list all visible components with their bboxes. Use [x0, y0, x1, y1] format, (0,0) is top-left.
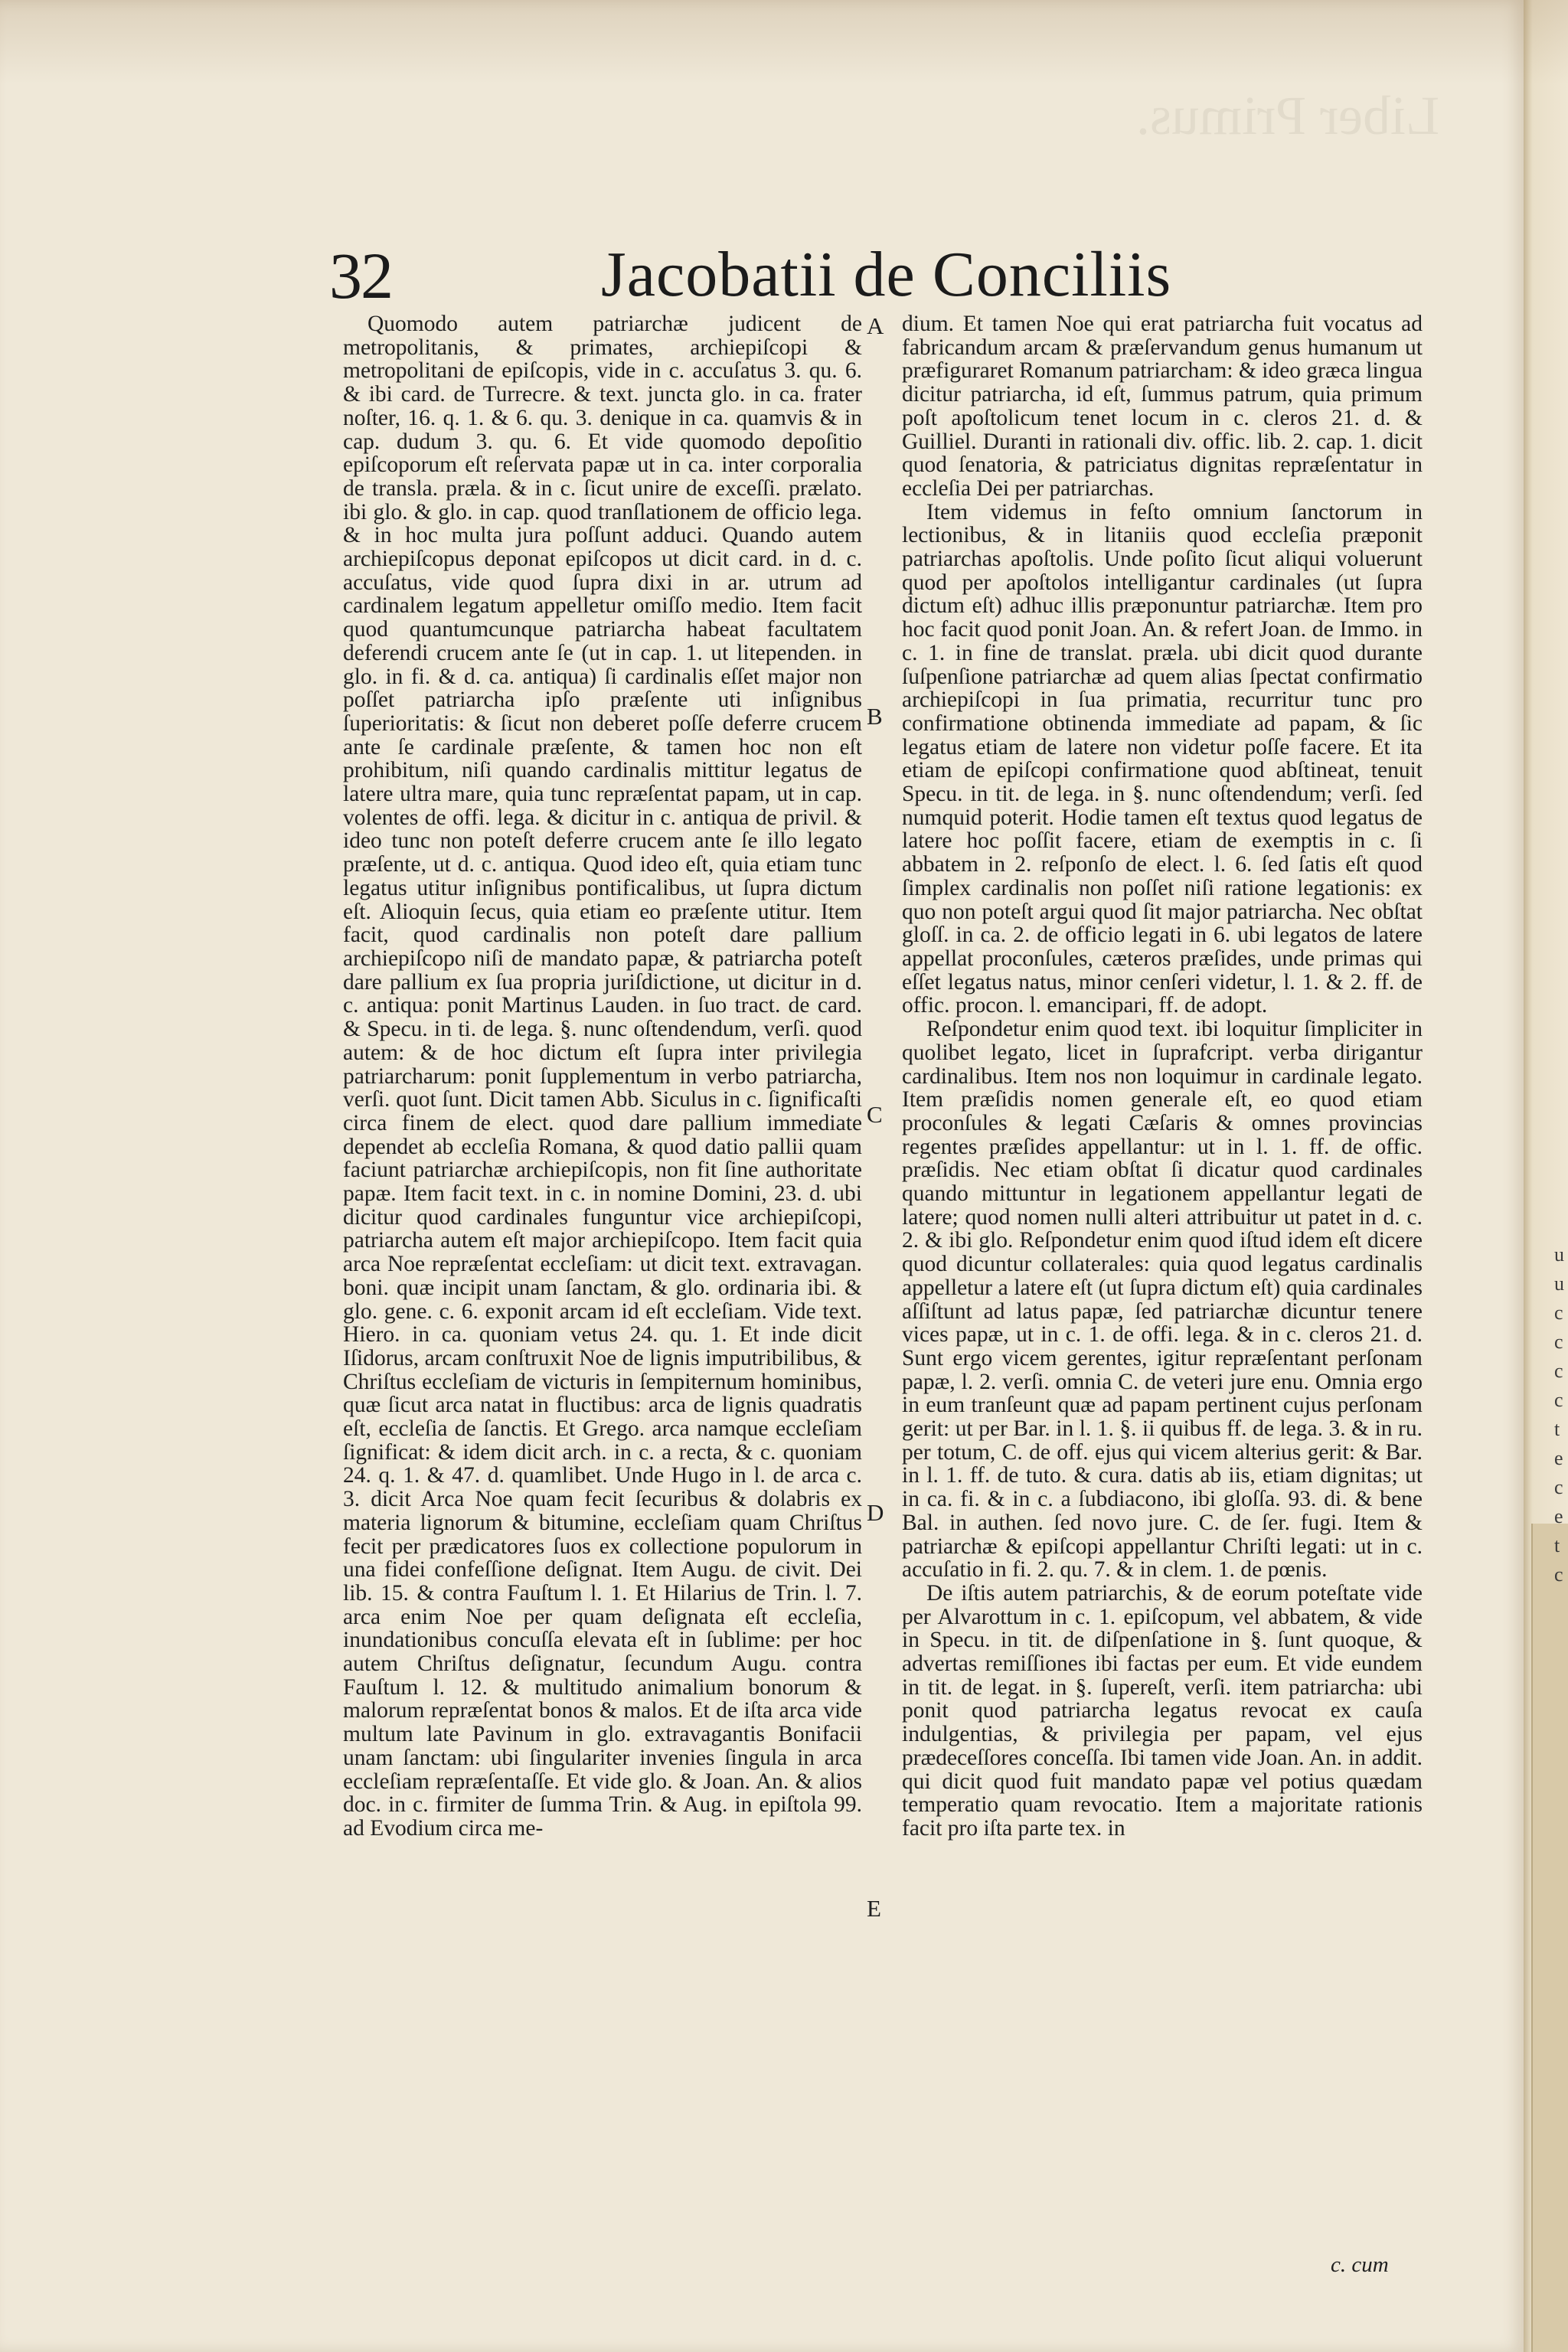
edge-letter: u — [1554, 1243, 1564, 1266]
margin-letter-a: A — [867, 312, 884, 339]
paragraph: Item videmus in feſto omnium ſanctorum in lectionibus, & in litaniis quod eccleſia præponit patriarchas apoſtolis. Unde poſito ſicut aliqui voluerunt quod per apoſtolos intelligantur cardinales (ut ſupra dictum eſt) adhuc illis præponuntur patriarchæ. Item pro hoc facit quod ponit Joan. An. & refert Joan. de Immo. in c. 1. in fine de translat. præla. ubi dicit quod durante ſuſpenſione patriarchæ ad quem alias ſpectat confirmatio archiepiſcopi in ſua primatia, recurritur tunc pro confirmatione obtinenda immediate ad papam, & ſic legatus etiam de latere non videtur poſſe facere. Et ita etiam de epiſcopi confirmatione quod abſtineat, tenuit Specu. in tit. de lega. in §. nunc oſtendendum; verſi. ſed numquid poterit. Hodie tamen eſt textus quod legatus de latere hoc poſſit facere, etiam de exemptis in c. ſi abbatem in 2. reſponſo de elect. l. 6. ſed ſatis eſt quod ſimplex cardinalis non poſſet niſi ratione legationis: ex quo non poteſt argui quod ſit major patriarcha. Nec obſtat gloſſ. in ca. 2. de officio legati in 6. ubi legatos de latere appellat proconſules, cæteros præſides, unde primas qui eſſet legatus natus, minor cenſeri videtur, l. 1. & 2. ff. de offic. procon. l. emancipari, ff. de adopt. — [902, 499, 1423, 1018]
facing-page-letters — [1554, 1240, 1568, 1589]
edge-letter: c — [1554, 1389, 1563, 1411]
margin-letter-d: D — [867, 1499, 884, 1526]
edge-letter: c — [1554, 1476, 1563, 1498]
edge-letter: c — [1554, 1331, 1563, 1353]
edge-letter: e — [1554, 1505, 1563, 1527]
margin-letter-b: B — [867, 703, 883, 730]
paragraph: De iſtis autem patriarchis, & de eorum poteſtate vide per Alvarottum in c. 1. epiſcopum, vel abbatem, & vide in Specu. in tit. de diſpenſatione in §. ſunt quoque, & advertas remiſſiones ibi factas per eum. Et vide eundem in tit. de legat. in §. ſupereſt, verſi. item patriarcha: ubi ponit quod patriarcha legatus revocat ex cauſa indulgentias, & privilegia per papam, vel ejus prædeceſſores conceſſa. Ibi tamen vide Joan. An. in addit. qui dicit quod fuit mandato papæ vel potius quædam temperatio quam revocatio. Item a majoritate rationis facit pro iſta parte tex. in — [902, 1580, 1423, 1841]
running-title: Jacobatii de Conciliis — [601, 239, 1172, 310]
page-top-shadow — [0, 0, 1568, 84]
paragraph: Reſpondetur enim quod text. ibi loquitur ſimpliciter in quolibet legato, licet in ſuprafcript. verba dirigantur cardinalibus. Item nos non loquimur in cardinale legato. Item præſidis nomen generale eſt, eo quod etiam proconſules & legati Cæſaris & omnes provincias regentes præſides appellantur: ut in l. 1. ff. de offic. præſidis. Nec etiam obſtat ſi dicatur quod cardinales quando mittuntur in legationem appellantur legati de latere; quod nomen nulli alteri attribuitur ut patet in d. c. 2. & ibi glo. Reſpondetur enim quod iſtud idem eſt dicere quod dicuntur collaterales: quia quod legatus cardinalis appelletur a latere eſt (ut ſupra dictum eſt) quia cardinales aſſiſtunt ad latus papæ, ſed patriarchæ dicuntur tenere vices papæ, ut in c. 1. de offi. lega. & in c. cleros 21. d. Sunt ergo vicem gerentes, igitur repræſentant perſonam papæ, l. 2. verſi. omnia C. de veteri jure enu. Omnia ergo in eum tranſeunt quæ ad papam pertinent cujus perſonam gerit: ut per Bar. in l. 1. §. ii quibus ff. de lega. 3. & in ru. per totum, C. de off. ejus qui vicem alterius gerit: & Bar. in l. 1. ff. de tuto. & cura. datis ab iis, etiam dignitas; ut in ca. fi. & in c. a ſubdiacono, ibi gloſſa. 93. di. & bene Bal. in authen. ſed novo jure. C. de ſer. fugi. Item & patriarchæ & epiſcopi appellantur Chriſti legati: ut in c. accuſatio in fi. 2. qu. 7. & in clem. 1. de pœnis. — [902, 1017, 1423, 1583]
page-header — [329, 237, 1524, 322]
show-through-text: Liber Primus. — [1136, 85, 1439, 146]
paragraph: Quomodo autem patriarchæ judicent de metropolitanis, & primates, archiepiſcopi & metropolitani de epiſcopis, vide in c. accuſatus 3. qu. 6. & ibi card. de Turrecre. & text. juncta glo. in ca. frater noſter, 16. q. 1. & 6. qu. 3. denique in ca. quamvis & in cap. dudum 3. qu. 6. Et vide quomodo depoſitio epiſcoporum eſt reſervata papæ ut in ca. inter corporalia de transla. præla. & in c. ſicut unire de exceſſi. prælato. ibi glo. & glo. in cap. quod tranſlationem de officio lega. & in hoc multa jura poſſunt adduci. Quando autem archiepiſcopus deponat epiſcopos ut dicit card. in d. c. accuſatus, vide quod ſupra dixi in ar. utrum ad cardinalem legatum appelletur omiſſo medio. Item facit quod quantumcunque patriarcha habeat facultatem deferendi crucem ante ſe (ut in cap. 1. ut litependen. in glo. in fi. & d. ca. antiqua) ſi cardinalis eſſet major non poſſet patriarcha ipſo præſente uti inſignibus ſuperioritatis: & ſicut non deberet poſſe deferre crucem ante ſe cardinale præſente, & tamen hoc non eſt prohibitum, niſi quando cardinalis mittitur legatus de latere ultra mare, quia tunc repræſentat papam, ut in cap. volentes de offi. lega. & dicitur in c. antiqua de privil. & ideo tunc non poteſt deferre crucem ante ſe illo legato præſente, ut d. c. antiqua. Quod ideo eſt, quia etiam tunc legatus utitur inſignibus pontificalibus, ut ſupra dictum eſt. Alioquin ſecus, quia etiam eo præſente utitur. Item facit, quod cardinalis non poteſt dare pallium archiepiſcopo niſi de mandato papæ, & patriarcha poteſt dare pallium ex ſua propria juriſdictione, ut dicitur in d. c. antiqua: ponit Martinus Lauden. in ſuo tract. de card. & Specu. in ti. de lega. §. nunc oſtendendum, verſi. quod autem: & de hoc dictum eſt ſupra inter privilegia patriarcharum: ponit ſupplementum in verbo patriarcha, verſi. quot ſunt. Dicit tamen Abb. Siculus in c. ſignificaſti circa finem de elect. quod dare pallium immediate dependet ab eccleſia Romana, & quod datio pallii quam faciunt patriarchæ archiepiſcopis, non fit ſine authoritate papæ. Item facit text. in c. in nomine Domini, 23. d. ubi dicitur quod cardinales funguntur vice archiepiſcopi, patriarcha autem eſt major archiepiſcopo. Item facit quia arca Noe repræſentat eccleſiam: ut dicit text. extravagan. boni. quæ incipit unam ſanctam, & glo. ordinaria ibi. & glo. gene. c. 6. exponit arcam id eſt eccleſiam. Vide text. Hiero. in ca. quoniam vetus 24. qu. 1. Et inde dicit Iſidorus, arcam conſtruxit Noe de lignis imputribilibus, & Chriſtus eccleſiam de victuris in ſempiternum hominibus, quæ ſicut arca natat in fluctibus: arca de lignis quadratis eſt, eccleſia de ſanctis. Et Grego. arca namque eccleſiam ſignificat: & idem dicit arch. in c. a recta, & c. quoniam 24. q. 1. & 47. d. quamlibet. Unde Hugo in l. de arca c. 3. dicit Arca Noe quam fecit ſecuribus & dolabris ex materia lignorum & bitumine, eccleſiam quam Chriſtus fecit per prædicatores ſuos ex collectione populorum in una fidei confeſſione deſignat. Item Augu. de civit. Dei lib. 15. & contra Fauſtum l. 1. Et Hilarius de Trin. l. 7. arca enim Noe per quam deſignata eſt eccleſia, inundationibus concuſſa elevata eſt in ſublime: per hoc autem Chriſtus deſignatur, ſecundum Augu. contra Fauſtum l. 12. & multitudo animalium bonorum & malorum repræſentat bonos & malos. Et de iſta arca vide multum late Pavinum in glo. extravagantis Bonifacii unam ſanctam: ubi ſingulariter invenies ſingula in arca eccleſiam repræſentaſſe. Et vide glo. & Joan. An. & alios doc. in c. firmiter de ſumma Trin. & Aug. in epiſtola 99. ad Evodium circa me- — [343, 312, 862, 1841]
edge-letter: c — [1554, 1563, 1563, 1586]
edge-letter: u — [1554, 1272, 1564, 1295]
page-number: 32 — [329, 239, 392, 312]
next-page-strip — [1531, 1524, 1568, 2352]
margin-letter-e: E — [867, 1895, 881, 1922]
edge-letter: e — [1554, 1447, 1563, 1469]
catchword: c. cum — [1331, 2252, 1389, 2277]
edge-letter: c — [1554, 1302, 1563, 1324]
right-text-column — [902, 312, 1423, 1841]
facing-page-edge — [1524, 0, 1568, 2352]
edge-letter: c — [1554, 1360, 1563, 1382]
left-text-column — [343, 312, 862, 1841]
margin-letter-c: C — [867, 1101, 883, 1128]
edge-letter: t — [1554, 1534, 1560, 1557]
paragraph: dium. Et tamen Noe qui erat patriarcha fuit vocatus ad fabricandum arcam & præſervandum genus humanum ut præfiguraret Romanum patriarcham: & ideo græca lingua dicitur patriarcha, id eſt, ſummus patrum, quia primum poſt apoſtolicum tenet locum in c. cleros 21. d. & Guilliel. Duranti in rationali div. offic. lib. 2. cap. 1. dicit quod ſenatoria, & patriciatus dignitas repræſentatur in eccleſia Dei per patriarchas. — [902, 312, 1423, 501]
edge-letter: t — [1554, 1418, 1560, 1440]
